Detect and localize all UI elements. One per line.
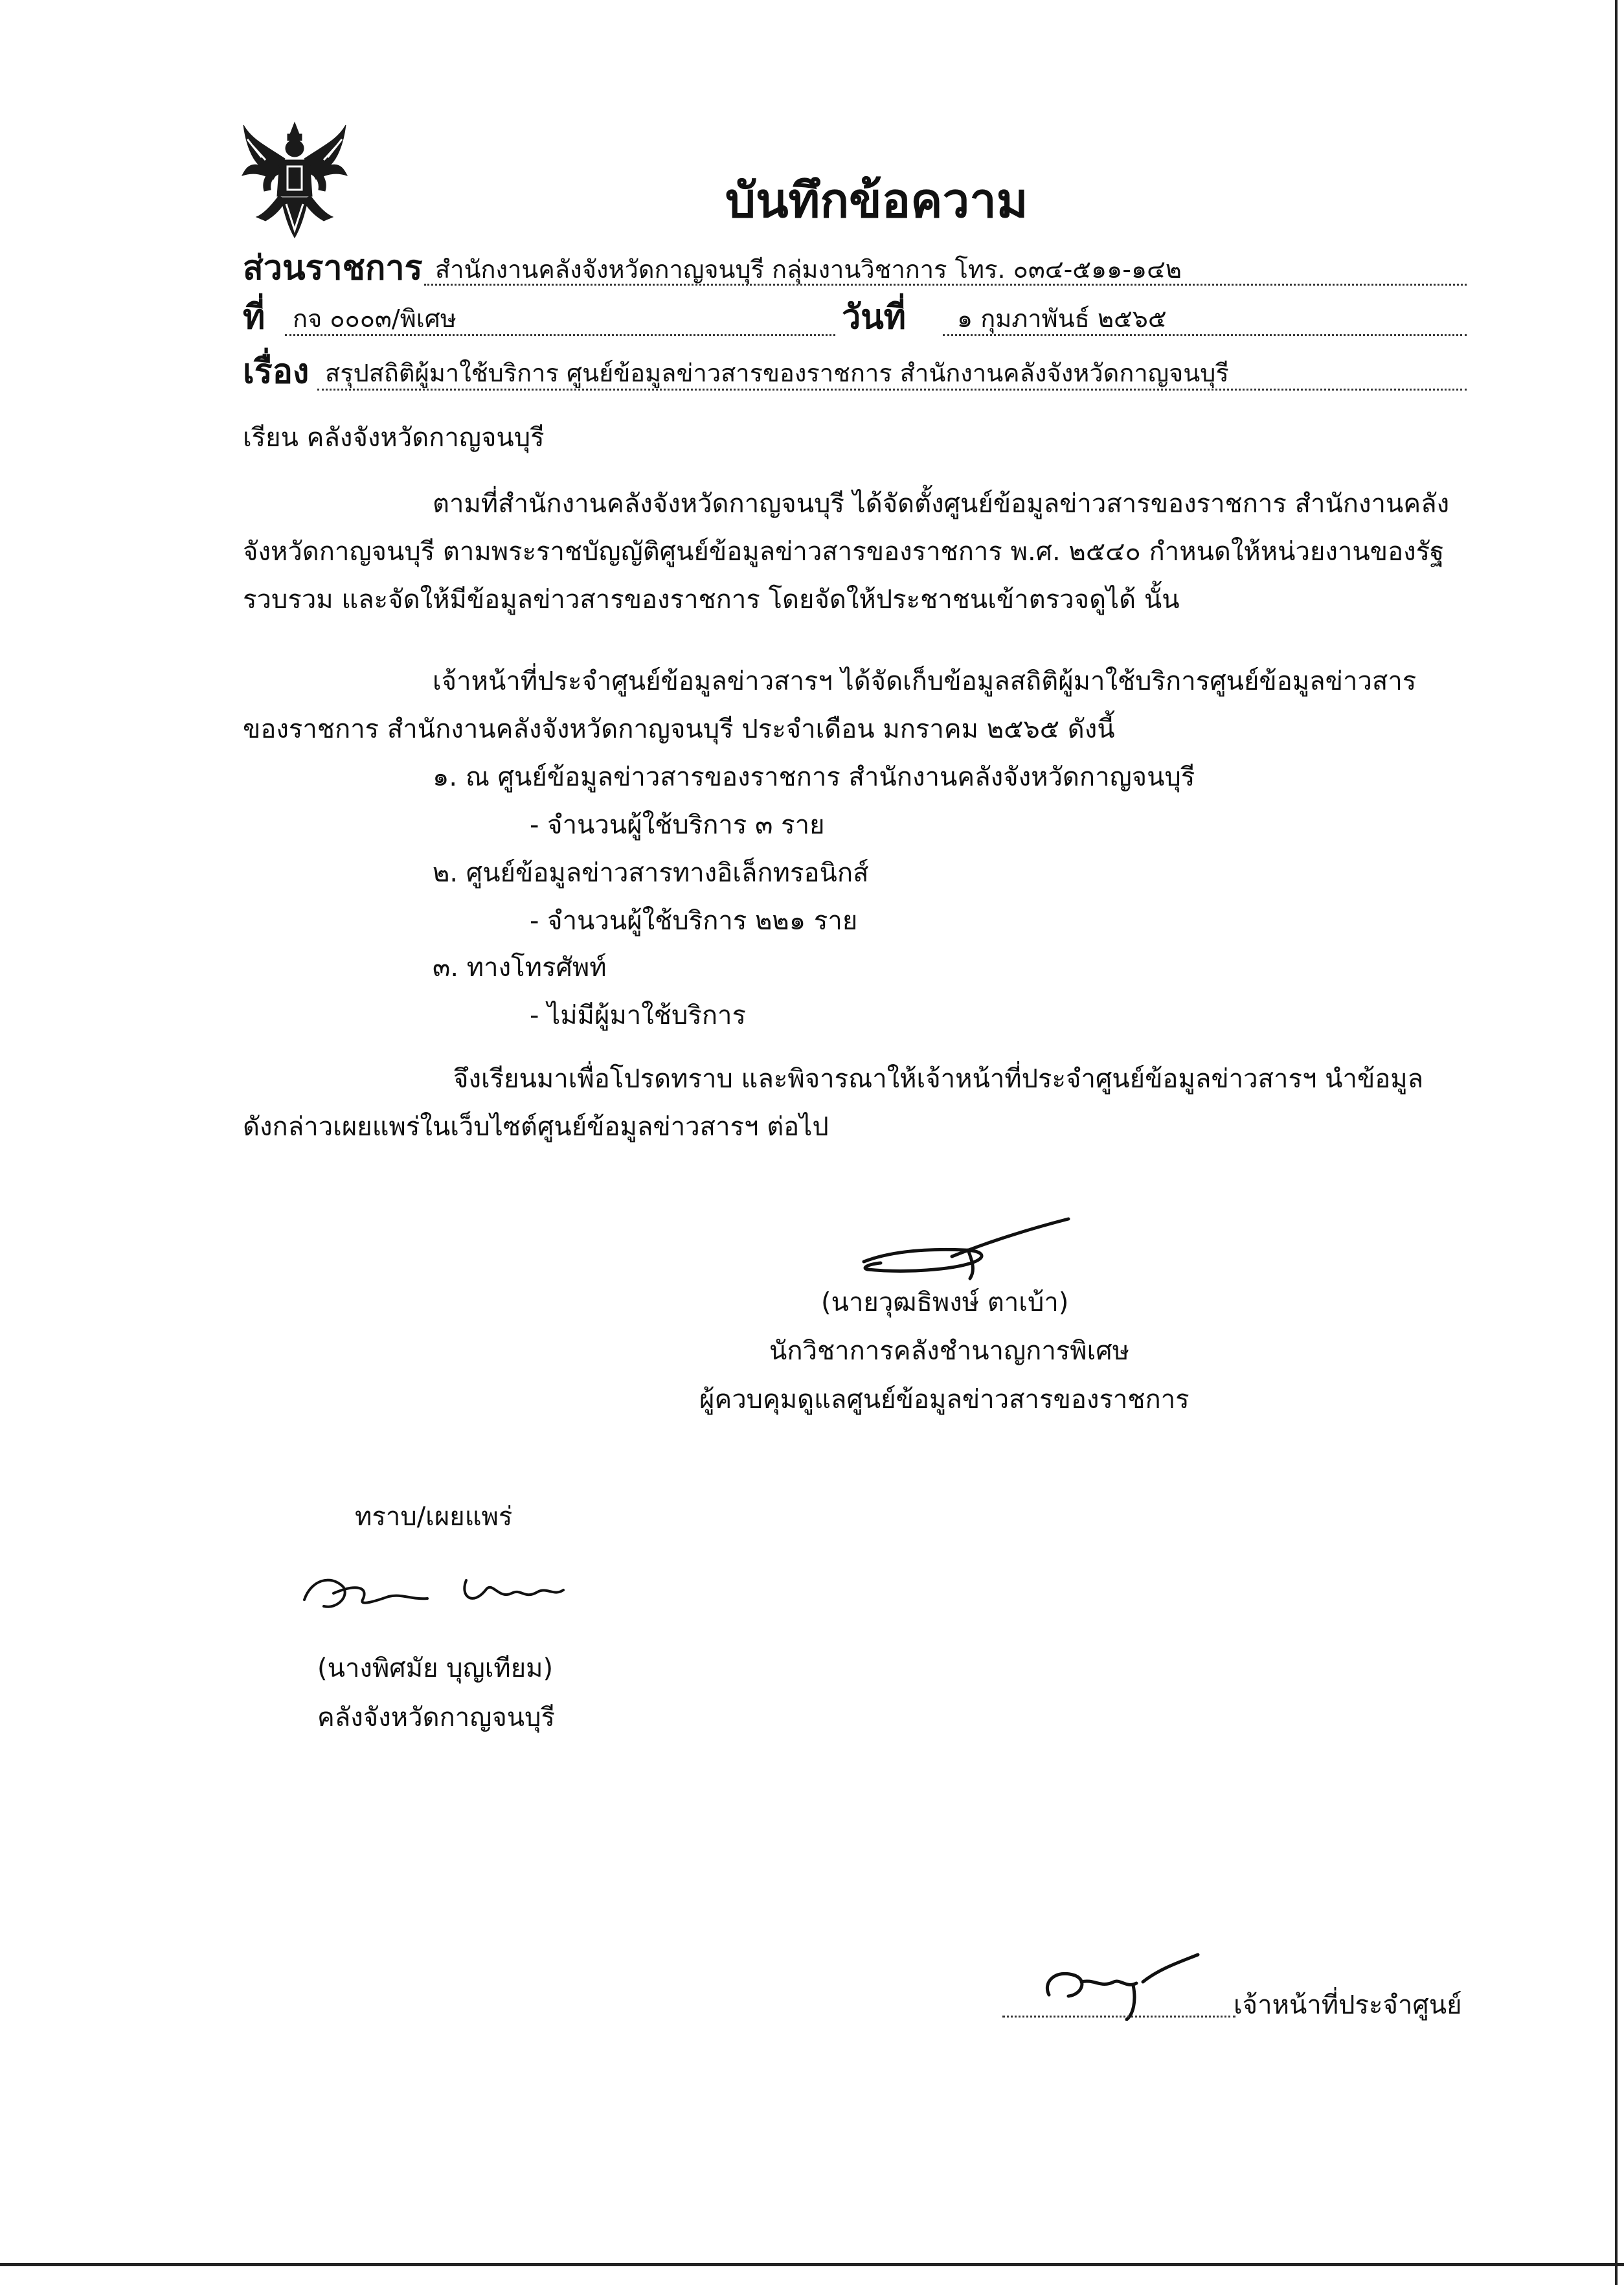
approval-note: ทราบ/เผยแพร่: [355, 1502, 513, 1532]
signer-name: (นายวุฒธิพงษ์ ตาเบ้า): [821, 1288, 1069, 1317]
officer-label: เจ้าหน้าที่ประจำศูนย์: [1234, 1990, 1462, 2020]
closing-line: จึงเรียนมาเพื่อโปรดทราบ และพิจารณาให้เจ้าหน้าที่ประจำศูนย์ข้อมูลข่าวสารฯ นำข้อมูล: [453, 1064, 1424, 1094]
subject-value: สรุปสถิติผู้มาใช้บริการ ศูนย์ข้อมูลข่าวสารของราชการ สำนักงานคลังจังหวัดกาญจนบุรี: [325, 359, 1229, 387]
signer-position: นักวิชาการคลังชำนาญการพิเศษ: [769, 1336, 1130, 1366]
approver-name: (นางพิศมัย บุญเทียม): [317, 1654, 554, 1683]
item-detail: - จำนวนผู้ใช้บริการ ๒๒๑ ราย: [530, 906, 858, 936]
para1-line: จังหวัดกาญจนบุรี ตามพระราชบัญญัติศูนย์ข้อมูลข่าวสารของราชการ พ.ศ. ๒๕๔๐ กำหนดให้หน่วยงานของรัฐ: [243, 537, 1445, 567]
item-detail: - จำนวนผู้ใช้บริการ ๓ ราย: [530, 810, 825, 840]
date-value: ๑ กุมภาพันธ์ ๒๕๖๕: [957, 304, 1167, 333]
garuda-emblem-icon: [240, 120, 350, 240]
agency-value: สำนักงานคลังจังหวัดกาญจนบุรี กลุ่มงานวิชาการ โทร. ๐๓๔-๕๑๑-๑๔๒: [435, 255, 1182, 284]
item-heading: ๑. ณ ศูนย์ข้อมูลข่าวสารของราชการ สำนักงานคลังจังหวัดกาญจนบุรี: [433, 762, 1195, 792]
document-title: บันทึกข้อความ: [725, 173, 1028, 229]
salutation: เรียน คลังจังหวัดกาญจนบุรี: [243, 423, 545, 453]
date-label: วันที่: [842, 298, 907, 337]
scan-edge-right: [1615, 0, 1618, 2285]
officer-dotline: [1002, 2016, 1235, 2018]
ref-value: กจ ๐๐๐๓/พิเศษ: [293, 304, 457, 333]
approval-signature-scribble: [298, 1561, 570, 1626]
ref-dotline: [285, 334, 835, 336]
officer-signature-scribble: [1036, 1950, 1204, 2021]
ref-label: ที่: [243, 298, 265, 337]
para1-line: ตามที่สำนักงานคลังจังหวัดกาญจนบุรี ได้จัดตั้งศูนย์ข้อมูลข่าวสารของราชการ สำนักงานคลัง: [433, 489, 1450, 519]
para2-line: เจ้าหน้าที่ประจำศูนย์ข้อมูลข่าวสารฯ ได้จัดเก็บข้อมูลสถิติผู้มาใช้บริการศูนย์ข้อมูลข่าวสาร: [433, 666, 1417, 696]
item-heading: ๒. ศูนย์ข้อมูลข่าวสารทางอิเล็กทรอนิกส์: [433, 858, 869, 888]
para2-line: ของราชการ สำนักงานคลังจังหวัดกาญจนบุรี ประจำเดือน มกราคม ๒๕๖๕ ดังนี้: [243, 714, 1115, 744]
subject-dotline: [317, 389, 1467, 391]
item-detail: - ไม่มีผู้มาใช้บริการ: [530, 1001, 746, 1030]
closing-line: ดังกล่าวเผยแพร่ในเว็บไซต์ศูนย์ข้อมูลข่าวสารฯ ต่อไป: [243, 1112, 829, 1142]
approver-position: คลังจังหวัดกาญจนบุรี: [317, 1703, 555, 1733]
signer-role: ผู้ควบคุมดูแลศูนย์ข้อมูลข่าวสารของราชการ: [699, 1385, 1190, 1415]
agency-label: ส่วนราชการ: [243, 249, 423, 288]
para1-line: รวบรวม และจัดให้มีข้อมูลข่าวสารของราชการ โดยจัดให้ประชาชนเข้าตรวจดูได้ นั้น: [243, 585, 1180, 615]
signature-scribble: [855, 1211, 1075, 1282]
date-dotline: [943, 334, 1467, 336]
item-heading: ๓. ทางโทรศัพท์: [433, 953, 607, 983]
agency-dotline: [424, 284, 1467, 286]
scan-edge-bottom: [0, 2263, 1624, 2266]
subject-label: เรื่อง: [243, 352, 310, 391]
